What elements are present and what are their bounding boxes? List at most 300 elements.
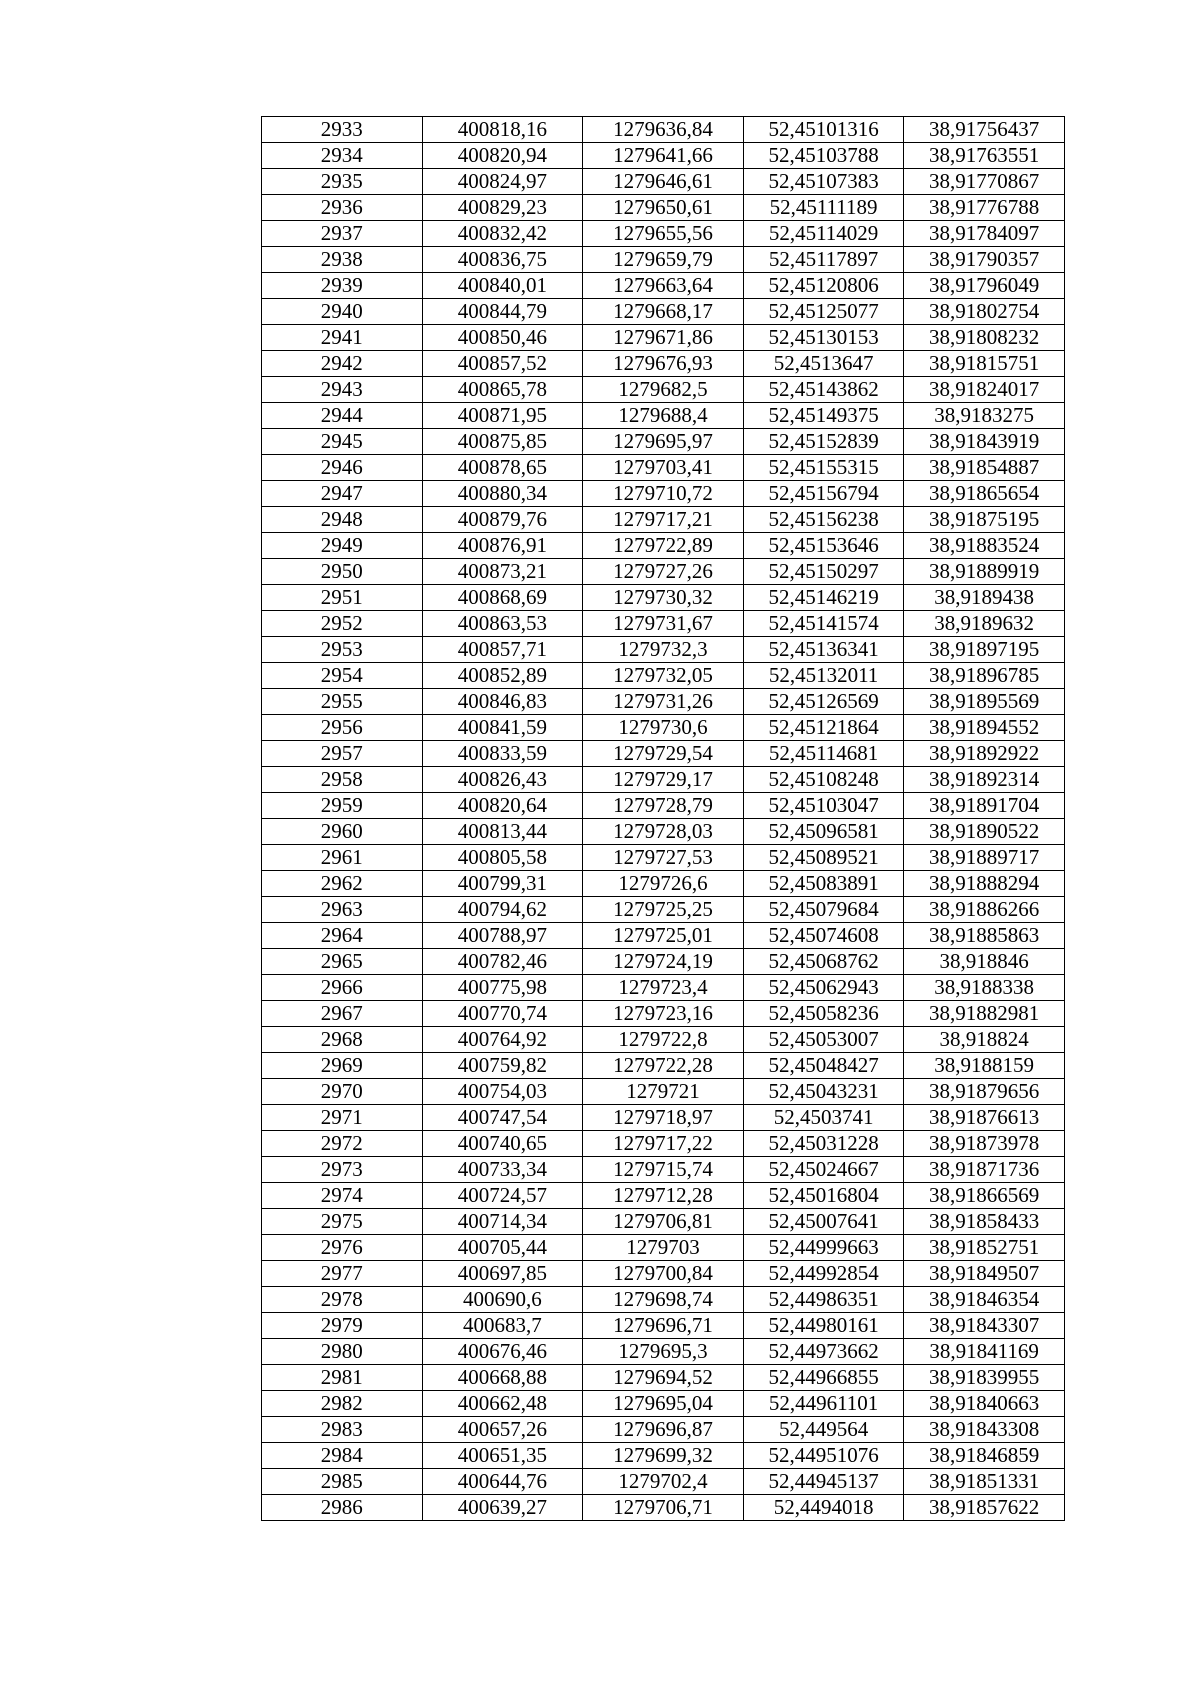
longitude-cell: 38,91852751 bbox=[904, 1235, 1065, 1261]
x-coordinate-cell: 400764,92 bbox=[422, 1027, 583, 1053]
longitude-cell: 38,91875195 bbox=[904, 507, 1065, 533]
table-row bbox=[262, 1209, 1065, 1235]
point-number-cell: 2967 bbox=[262, 1001, 423, 1027]
point-number-cell: 2966 bbox=[262, 975, 423, 1001]
y-coordinate-cell: 1279722,28 bbox=[583, 1053, 744, 1079]
x-coordinate-cell: 400836,75 bbox=[422, 247, 583, 273]
table-row bbox=[262, 1365, 1065, 1391]
y-coordinate-cell: 1279732,05 bbox=[583, 663, 744, 689]
table-row bbox=[262, 403, 1065, 429]
table-row bbox=[262, 1027, 1065, 1053]
point-number-cell: 2936 bbox=[262, 195, 423, 221]
y-coordinate-cell: 1279696,71 bbox=[583, 1313, 744, 1339]
y-coordinate-cell: 1279723,16 bbox=[583, 1001, 744, 1027]
latitude-cell: 52,45083891 bbox=[743, 871, 904, 897]
x-coordinate-cell: 400852,89 bbox=[422, 663, 583, 689]
table-row bbox=[262, 1339, 1065, 1365]
point-number-cell: 2947 bbox=[262, 481, 423, 507]
longitude-cell: 38,918824 bbox=[904, 1027, 1065, 1053]
x-coordinate-cell: 400747,54 bbox=[422, 1105, 583, 1131]
latitude-cell: 52,45141574 bbox=[743, 611, 904, 637]
table-row bbox=[262, 949, 1065, 975]
point-number-cell: 2935 bbox=[262, 169, 423, 195]
longitude-cell: 38,91892922 bbox=[904, 741, 1065, 767]
longitude-cell: 38,91846354 bbox=[904, 1287, 1065, 1313]
longitude-cell: 38,9188338 bbox=[904, 975, 1065, 1001]
y-coordinate-cell: 1279730,32 bbox=[583, 585, 744, 611]
longitude-cell: 38,91883524 bbox=[904, 533, 1065, 559]
x-coordinate-cell: 400871,95 bbox=[422, 403, 583, 429]
y-coordinate-cell: 1279727,53 bbox=[583, 845, 744, 871]
point-number-cell: 2975 bbox=[262, 1209, 423, 1235]
latitude-cell: 52,45043231 bbox=[743, 1079, 904, 1105]
table-row bbox=[262, 1105, 1065, 1131]
table-row bbox=[262, 897, 1065, 923]
longitude-cell: 38,91841169 bbox=[904, 1339, 1065, 1365]
latitude-cell: 52,45136341 bbox=[743, 637, 904, 663]
x-coordinate-cell: 400844,79 bbox=[422, 299, 583, 325]
y-coordinate-cell: 1279668,17 bbox=[583, 299, 744, 325]
latitude-cell: 52,44961101 bbox=[743, 1391, 904, 1417]
x-coordinate-cell: 400799,31 bbox=[422, 871, 583, 897]
point-number-cell: 2969 bbox=[262, 1053, 423, 1079]
latitude-cell: 52,44999663 bbox=[743, 1235, 904, 1261]
table-row bbox=[262, 169, 1065, 195]
point-number-cell: 2942 bbox=[262, 351, 423, 377]
x-coordinate-cell: 400813,44 bbox=[422, 819, 583, 845]
point-number-cell: 2941 bbox=[262, 325, 423, 351]
y-coordinate-cell: 1279718,97 bbox=[583, 1105, 744, 1131]
y-coordinate-cell: 1279715,74 bbox=[583, 1157, 744, 1183]
x-coordinate-cell: 400639,27 bbox=[422, 1495, 583, 1521]
y-coordinate-cell: 1279659,79 bbox=[583, 247, 744, 273]
point-number-cell: 2984 bbox=[262, 1443, 423, 1469]
x-coordinate-cell: 400651,35 bbox=[422, 1443, 583, 1469]
y-coordinate-cell: 1279698,74 bbox=[583, 1287, 744, 1313]
x-coordinate-cell: 400820,94 bbox=[422, 143, 583, 169]
x-coordinate-cell: 400705,44 bbox=[422, 1235, 583, 1261]
x-coordinate-cell: 400676,46 bbox=[422, 1339, 583, 1365]
longitude-cell: 38,91790357 bbox=[904, 247, 1065, 273]
point-number-cell: 2963 bbox=[262, 897, 423, 923]
point-number-cell: 2960 bbox=[262, 819, 423, 845]
point-number-cell: 2954 bbox=[262, 663, 423, 689]
longitude-cell: 38,91891704 bbox=[904, 793, 1065, 819]
x-coordinate-cell: 400826,43 bbox=[422, 767, 583, 793]
table-row bbox=[262, 1443, 1065, 1469]
x-coordinate-cell: 400875,85 bbox=[422, 429, 583, 455]
longitude-cell: 38,91888294 bbox=[904, 871, 1065, 897]
y-coordinate-cell: 1279732,3 bbox=[583, 637, 744, 663]
table-row bbox=[262, 1495, 1065, 1521]
point-number-cell: 2964 bbox=[262, 923, 423, 949]
x-coordinate-cell: 400697,85 bbox=[422, 1261, 583, 1287]
longitude-cell: 38,91796049 bbox=[904, 273, 1065, 299]
longitude-cell: 38,91763551 bbox=[904, 143, 1065, 169]
y-coordinate-cell: 1279726,6 bbox=[583, 871, 744, 897]
longitude-cell: 38,91897195 bbox=[904, 637, 1065, 663]
longitude-cell: 38,91846859 bbox=[904, 1443, 1065, 1469]
latitude-cell: 52,45101316 bbox=[743, 117, 904, 143]
y-coordinate-cell: 1279730,6 bbox=[583, 715, 744, 741]
table-row bbox=[262, 1157, 1065, 1183]
latitude-cell: 52,45153646 bbox=[743, 533, 904, 559]
table-row bbox=[262, 1287, 1065, 1313]
longitude-cell: 38,91815751 bbox=[904, 351, 1065, 377]
x-coordinate-cell: 400829,23 bbox=[422, 195, 583, 221]
x-coordinate-cell: 400833,59 bbox=[422, 741, 583, 767]
point-number-cell: 2934 bbox=[262, 143, 423, 169]
latitude-cell: 52,45156238 bbox=[743, 507, 904, 533]
latitude-cell: 52,45031228 bbox=[743, 1131, 904, 1157]
x-coordinate-cell: 400876,91 bbox=[422, 533, 583, 559]
point-number-cell: 2949 bbox=[262, 533, 423, 559]
y-coordinate-cell: 1279696,87 bbox=[583, 1417, 744, 1443]
longitude-cell: 38,9188159 bbox=[904, 1053, 1065, 1079]
y-coordinate-cell: 1279641,66 bbox=[583, 143, 744, 169]
point-number-cell: 2976 bbox=[262, 1235, 423, 1261]
table-row bbox=[262, 845, 1065, 871]
latitude-cell: 52,44973662 bbox=[743, 1339, 904, 1365]
latitude-cell: 52,45149375 bbox=[743, 403, 904, 429]
point-number-cell: 2952 bbox=[262, 611, 423, 637]
longitude-cell: 38,91840663 bbox=[904, 1391, 1065, 1417]
table-row bbox=[262, 247, 1065, 273]
longitude-cell: 38,91890522 bbox=[904, 819, 1065, 845]
table-row bbox=[262, 1417, 1065, 1443]
point-number-cell: 2946 bbox=[262, 455, 423, 481]
table-row bbox=[262, 923, 1065, 949]
longitude-cell: 38,91871736 bbox=[904, 1157, 1065, 1183]
latitude-cell: 52,45132011 bbox=[743, 663, 904, 689]
x-coordinate-cell: 400794,62 bbox=[422, 897, 583, 923]
x-coordinate-cell: 400668,88 bbox=[422, 1365, 583, 1391]
x-coordinate-cell: 400759,82 bbox=[422, 1053, 583, 1079]
table-row bbox=[262, 715, 1065, 741]
x-coordinate-cell: 400714,34 bbox=[422, 1209, 583, 1235]
longitude-cell: 38,91882981 bbox=[904, 1001, 1065, 1027]
latitude-cell: 52,45007641 bbox=[743, 1209, 904, 1235]
longitude-cell: 38,91843919 bbox=[904, 429, 1065, 455]
point-number-cell: 2983 bbox=[262, 1417, 423, 1443]
y-coordinate-cell: 1279650,61 bbox=[583, 195, 744, 221]
y-coordinate-cell: 1279728,03 bbox=[583, 819, 744, 845]
coordinates-table-body bbox=[262, 117, 1065, 1521]
point-number-cell: 2985 bbox=[262, 1469, 423, 1495]
point-number-cell: 2962 bbox=[262, 871, 423, 897]
y-coordinate-cell: 1279682,5 bbox=[583, 377, 744, 403]
latitude-cell: 52,45152839 bbox=[743, 429, 904, 455]
point-number-cell: 2938 bbox=[262, 247, 423, 273]
y-coordinate-cell: 1279722,8 bbox=[583, 1027, 744, 1053]
y-coordinate-cell: 1279712,28 bbox=[583, 1183, 744, 1209]
table-row bbox=[262, 1001, 1065, 1027]
point-number-cell: 2950 bbox=[262, 559, 423, 585]
x-coordinate-cell: 400662,48 bbox=[422, 1391, 583, 1417]
latitude-cell: 52,45024667 bbox=[743, 1157, 904, 1183]
latitude-cell: 52,449564 bbox=[743, 1417, 904, 1443]
table-row bbox=[262, 1131, 1065, 1157]
longitude-cell: 38,9183275 bbox=[904, 403, 1065, 429]
latitude-cell: 52,45079684 bbox=[743, 897, 904, 923]
y-coordinate-cell: 1279695,04 bbox=[583, 1391, 744, 1417]
y-coordinate-cell: 1279725,25 bbox=[583, 897, 744, 923]
table-row bbox=[262, 663, 1065, 689]
x-coordinate-cell: 400873,21 bbox=[422, 559, 583, 585]
point-number-cell: 2958 bbox=[262, 767, 423, 793]
x-coordinate-cell: 400850,46 bbox=[422, 325, 583, 351]
latitude-cell: 52,45074608 bbox=[743, 923, 904, 949]
longitude-cell: 38,91892314 bbox=[904, 767, 1065, 793]
x-coordinate-cell: 400857,71 bbox=[422, 637, 583, 663]
longitude-cell: 38,91843308 bbox=[904, 1417, 1065, 1443]
x-coordinate-cell: 400879,76 bbox=[422, 507, 583, 533]
latitude-cell: 52,44992854 bbox=[743, 1261, 904, 1287]
x-coordinate-cell: 400863,53 bbox=[422, 611, 583, 637]
longitude-cell: 38,91895569 bbox=[904, 689, 1065, 715]
latitude-cell: 52,44980161 bbox=[743, 1313, 904, 1339]
latitude-cell: 52,44986351 bbox=[743, 1287, 904, 1313]
point-number-cell: 2979 bbox=[262, 1313, 423, 1339]
latitude-cell: 52,45096581 bbox=[743, 819, 904, 845]
table-row bbox=[262, 1183, 1065, 1209]
y-coordinate-cell: 1279663,64 bbox=[583, 273, 744, 299]
table-row bbox=[262, 1313, 1065, 1339]
table-row bbox=[262, 767, 1065, 793]
x-coordinate-cell: 400740,65 bbox=[422, 1131, 583, 1157]
table-row bbox=[262, 143, 1065, 169]
longitude-cell: 38,91879656 bbox=[904, 1079, 1065, 1105]
longitude-cell: 38,91824017 bbox=[904, 377, 1065, 403]
longitude-cell: 38,918846 bbox=[904, 949, 1065, 975]
table-row bbox=[262, 975, 1065, 1001]
table-row bbox=[262, 325, 1065, 351]
longitude-cell: 38,91770867 bbox=[904, 169, 1065, 195]
table-row bbox=[262, 1261, 1065, 1287]
table-row bbox=[262, 221, 1065, 247]
point-number-cell: 2959 bbox=[262, 793, 423, 819]
y-coordinate-cell: 1279703,41 bbox=[583, 455, 744, 481]
y-coordinate-cell: 1279729,54 bbox=[583, 741, 744, 767]
point-number-cell: 2973 bbox=[262, 1157, 423, 1183]
x-coordinate-cell: 400841,59 bbox=[422, 715, 583, 741]
longitude-cell: 38,91843307 bbox=[904, 1313, 1065, 1339]
x-coordinate-cell: 400805,58 bbox=[422, 845, 583, 871]
x-coordinate-cell: 400754,03 bbox=[422, 1079, 583, 1105]
point-number-cell: 2933 bbox=[262, 117, 423, 143]
point-number-cell: 2974 bbox=[262, 1183, 423, 1209]
y-coordinate-cell: 1279694,52 bbox=[583, 1365, 744, 1391]
latitude-cell: 52,45146219 bbox=[743, 585, 904, 611]
longitude-cell: 38,91885863 bbox=[904, 923, 1065, 949]
latitude-cell: 52,45103788 bbox=[743, 143, 904, 169]
point-number-cell: 2943 bbox=[262, 377, 423, 403]
longitude-cell: 38,91876613 bbox=[904, 1105, 1065, 1131]
x-coordinate-cell: 400820,64 bbox=[422, 793, 583, 819]
longitude-cell: 38,91854887 bbox=[904, 455, 1065, 481]
table-row bbox=[262, 429, 1065, 455]
point-number-cell: 2970 bbox=[262, 1079, 423, 1105]
table-row bbox=[262, 559, 1065, 585]
x-coordinate-cell: 400840,01 bbox=[422, 273, 583, 299]
table-row bbox=[262, 299, 1065, 325]
y-coordinate-cell: 1279728,79 bbox=[583, 793, 744, 819]
latitude-cell: 52,45103047 bbox=[743, 793, 904, 819]
y-coordinate-cell: 1279688,4 bbox=[583, 403, 744, 429]
y-coordinate-cell: 1279655,56 bbox=[583, 221, 744, 247]
latitude-cell: 52,45089521 bbox=[743, 845, 904, 871]
table-row bbox=[262, 819, 1065, 845]
x-coordinate-cell: 400880,34 bbox=[422, 481, 583, 507]
y-coordinate-cell: 1279731,67 bbox=[583, 611, 744, 637]
point-number-cell: 2948 bbox=[262, 507, 423, 533]
table-row bbox=[262, 507, 1065, 533]
point-number-cell: 2955 bbox=[262, 689, 423, 715]
point-number-cell: 2951 bbox=[262, 585, 423, 611]
table-row bbox=[262, 793, 1065, 819]
latitude-cell: 52,45121864 bbox=[743, 715, 904, 741]
y-coordinate-cell: 1279702,4 bbox=[583, 1469, 744, 1495]
table-row bbox=[262, 689, 1065, 715]
point-number-cell: 2944 bbox=[262, 403, 423, 429]
longitude-cell: 38,91808232 bbox=[904, 325, 1065, 351]
latitude-cell: 52,45117897 bbox=[743, 247, 904, 273]
x-coordinate-cell: 400832,42 bbox=[422, 221, 583, 247]
longitude-cell: 38,91886266 bbox=[904, 897, 1065, 923]
latitude-cell: 52,45150297 bbox=[743, 559, 904, 585]
longitude-cell: 38,9189632 bbox=[904, 611, 1065, 637]
longitude-cell: 38,91894552 bbox=[904, 715, 1065, 741]
point-number-cell: 2939 bbox=[262, 273, 423, 299]
x-coordinate-cell: 400857,52 bbox=[422, 351, 583, 377]
latitude-cell: 52,45126569 bbox=[743, 689, 904, 715]
coordinates-table bbox=[261, 116, 1065, 1521]
point-number-cell: 2945 bbox=[262, 429, 423, 455]
longitude-cell: 38,91889717 bbox=[904, 845, 1065, 871]
table-row bbox=[262, 273, 1065, 299]
y-coordinate-cell: 1279731,26 bbox=[583, 689, 744, 715]
longitude-cell: 38,91889919 bbox=[904, 559, 1065, 585]
point-number-cell: 2977 bbox=[262, 1261, 423, 1287]
latitude-cell: 52,45143862 bbox=[743, 377, 904, 403]
x-coordinate-cell: 400690,6 bbox=[422, 1287, 583, 1313]
table-row bbox=[262, 1391, 1065, 1417]
latitude-cell: 52,45120806 bbox=[743, 273, 904, 299]
x-coordinate-cell: 400775,98 bbox=[422, 975, 583, 1001]
point-number-cell: 2980 bbox=[262, 1339, 423, 1365]
latitude-cell: 52,45114681 bbox=[743, 741, 904, 767]
latitude-cell: 52,45068762 bbox=[743, 949, 904, 975]
table-row bbox=[262, 533, 1065, 559]
table-row bbox=[262, 611, 1065, 637]
table-row bbox=[262, 481, 1065, 507]
y-coordinate-cell: 1279725,01 bbox=[583, 923, 744, 949]
point-number-cell: 2986 bbox=[262, 1495, 423, 1521]
y-coordinate-cell: 1279717,22 bbox=[583, 1131, 744, 1157]
y-coordinate-cell: 1279717,21 bbox=[583, 507, 744, 533]
y-coordinate-cell: 1279636,84 bbox=[583, 117, 744, 143]
point-number-cell: 2937 bbox=[262, 221, 423, 247]
latitude-cell: 52,45048427 bbox=[743, 1053, 904, 1079]
point-number-cell: 2981 bbox=[262, 1365, 423, 1391]
point-number-cell: 2961 bbox=[262, 845, 423, 871]
latitude-cell: 52,44945137 bbox=[743, 1469, 904, 1495]
y-coordinate-cell: 1279676,93 bbox=[583, 351, 744, 377]
latitude-cell: 52,45114029 bbox=[743, 221, 904, 247]
latitude-cell: 52,45062943 bbox=[743, 975, 904, 1001]
longitude-cell: 38,91839955 bbox=[904, 1365, 1065, 1391]
y-coordinate-cell: 1279646,61 bbox=[583, 169, 744, 195]
y-coordinate-cell: 1279706,71 bbox=[583, 1495, 744, 1521]
table-row bbox=[262, 117, 1065, 143]
longitude-cell: 38,91802754 bbox=[904, 299, 1065, 325]
x-coordinate-cell: 400868,69 bbox=[422, 585, 583, 611]
x-coordinate-cell: 400770,74 bbox=[422, 1001, 583, 1027]
y-coordinate-cell: 1279695,97 bbox=[583, 429, 744, 455]
longitude-cell: 38,91756437 bbox=[904, 117, 1065, 143]
latitude-cell: 52,4513647 bbox=[743, 351, 904, 377]
latitude-cell: 52,45155315 bbox=[743, 455, 904, 481]
point-number-cell: 2968 bbox=[262, 1027, 423, 1053]
x-coordinate-cell: 400644,76 bbox=[422, 1469, 583, 1495]
longitude-cell: 38,91865654 bbox=[904, 481, 1065, 507]
latitude-cell: 52,4494018 bbox=[743, 1495, 904, 1521]
table-row bbox=[262, 377, 1065, 403]
latitude-cell: 52,45125077 bbox=[743, 299, 904, 325]
latitude-cell: 52,45130153 bbox=[743, 325, 904, 351]
x-coordinate-cell: 400733,34 bbox=[422, 1157, 583, 1183]
latitude-cell: 52,45058236 bbox=[743, 1001, 904, 1027]
x-coordinate-cell: 400878,65 bbox=[422, 455, 583, 481]
x-coordinate-cell: 400782,46 bbox=[422, 949, 583, 975]
table-row bbox=[262, 455, 1065, 481]
y-coordinate-cell: 1279729,17 bbox=[583, 767, 744, 793]
latitude-cell: 52,44966855 bbox=[743, 1365, 904, 1391]
point-number-cell: 2965 bbox=[262, 949, 423, 975]
latitude-cell: 52,45156794 bbox=[743, 481, 904, 507]
longitude-cell: 38,91857622 bbox=[904, 1495, 1065, 1521]
longitude-cell: 38,91858433 bbox=[904, 1209, 1065, 1235]
latitude-cell: 52,45108248 bbox=[743, 767, 904, 793]
latitude-cell: 52,45053007 bbox=[743, 1027, 904, 1053]
y-coordinate-cell: 1279671,86 bbox=[583, 325, 744, 351]
table-row bbox=[262, 1469, 1065, 1495]
y-coordinate-cell: 1279721 bbox=[583, 1079, 744, 1105]
table-row bbox=[262, 351, 1065, 377]
point-number-cell: 2940 bbox=[262, 299, 423, 325]
table-row bbox=[262, 741, 1065, 767]
latitude-cell: 52,45016804 bbox=[743, 1183, 904, 1209]
table-row bbox=[262, 1079, 1065, 1105]
longitude-cell: 38,91866569 bbox=[904, 1183, 1065, 1209]
longitude-cell: 38,91849507 bbox=[904, 1261, 1065, 1287]
x-coordinate-cell: 400657,26 bbox=[422, 1417, 583, 1443]
y-coordinate-cell: 1279703 bbox=[583, 1235, 744, 1261]
longitude-cell: 38,91851331 bbox=[904, 1469, 1065, 1495]
point-number-cell: 2982 bbox=[262, 1391, 423, 1417]
point-number-cell: 2956 bbox=[262, 715, 423, 741]
y-coordinate-cell: 1279722,89 bbox=[583, 533, 744, 559]
latitude-cell: 52,44951076 bbox=[743, 1443, 904, 1469]
table-row bbox=[262, 585, 1065, 611]
table-row bbox=[262, 195, 1065, 221]
point-number-cell: 2957 bbox=[262, 741, 423, 767]
y-coordinate-cell: 1279724,19 bbox=[583, 949, 744, 975]
x-coordinate-cell: 400846,83 bbox=[422, 689, 583, 715]
y-coordinate-cell: 1279706,81 bbox=[583, 1209, 744, 1235]
y-coordinate-cell: 1279699,32 bbox=[583, 1443, 744, 1469]
y-coordinate-cell: 1279700,84 bbox=[583, 1261, 744, 1287]
